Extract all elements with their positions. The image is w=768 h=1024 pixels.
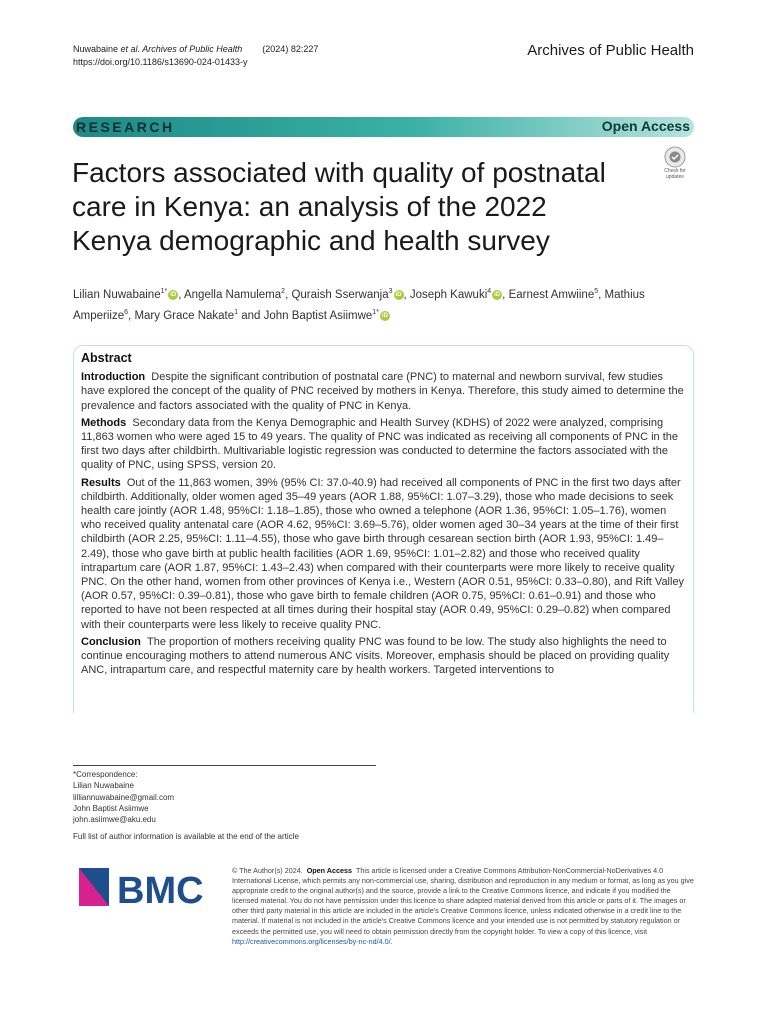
orcid-icon[interactable]: iD <box>494 291 501 298</box>
running-header <box>73 43 318 69</box>
abstract <box>81 351 687 680</box>
author-name: Lilian Nuwabaine <box>73 288 161 301</box>
copyright: © The Author(s) 2024. <box>232 866 303 875</box>
license-link[interactable]: http://creativecommons.org/licenses/by-nc-nd/4.0/ <box>232 936 391 946</box>
correspondence-email[interactable]: john.asiimwe@aku.edu <box>73 815 156 825</box>
license-open-access: Open Access <box>306 866 352 875</box>
author-name: Quraish Sserwanja <box>291 288 389 301</box>
section-label: Results <box>81 476 121 489</box>
check-updates-icon <box>658 146 692 168</box>
author-name: Mathius Amperiize <box>73 288 645 322</box>
author-separator: , <box>178 288 184 301</box>
author-affiliation: 5 <box>594 288 599 295</box>
author-name: Earnest Amwiine <box>508 288 595 301</box>
license-end: . <box>390 936 393 946</box>
author-name: Joseph Kawuki <box>409 288 488 301</box>
orcid-icon[interactable]: iD <box>170 291 177 298</box>
author-affiliation: 6 <box>124 308 129 316</box>
bmc-logo-icon <box>77 865 217 909</box>
article-title: Factors associated with quality of postnatal care in Kenya: an analysis of the 2022 Kenya demographic and health survey <box>72 157 606 256</box>
section-text: Secondary data from the Kenya Demographic and Health Survey (KDHS) of 2022 were analyzed, comprising 11,863 women who were aged 15 to 49 years. The quality of PNC was indicated as receiving all components of PNC in the first two days after childbirth. Multivariable logistic regression was conducted to determine the factors associated with the quality of PNC, using SPSS, version 20. <box>81 416 678 472</box>
author-separator: , <box>502 288 509 301</box>
author-list <box>73 283 693 325</box>
open-access-label: Open Access <box>601 118 690 134</box>
correspondence-name: John Baptist Asiimwe <box>73 803 149 813</box>
bmc-logo-text: BMC <box>117 870 204 909</box>
correspondence-name: Lilian Nuwabaine <box>73 781 134 791</box>
license-body: This article is licensed under a Creative Commons Attribution-NonCommercial-NoDerivatives 4.0 International License, which permits any non-commercial use, sharing, distribution and reproduction in any medium or format, as long as you give appropriate credit to the original author(s) and the source, provide a link to the Creative Commons licence, and indicate if you modified the licensed material. You do not have permission under this licence to share adapted material derived from this article or parts of it. The images or other third party material in this article are included in the article's Creative Commons licence, unless indicated otherwise in a credit line to the material. If material is not included in the article's Creative Commons licence and your intended use is not permitted by statutory regulation or exceeds the permitted use, you will need to obtain permission directly from the copyright holder. To view a copy of this licence, visit <box>232 866 694 936</box>
section-label: Methods <box>81 416 127 429</box>
abstract-introduction <box>81 370 687 413</box>
abstract-methods <box>81 416 687 473</box>
citation-author: Nuwabaine <box>73 44 119 54</box>
citation-year: (2024) 82:227 <box>262 44 319 54</box>
author-affiliation: 1* <box>160 288 168 295</box>
author-separator: and <box>238 309 264 322</box>
author-info-note: Full list of author information is available at the end of the article <box>73 832 299 841</box>
correspondence-label: *Correspondence: <box>73 770 138 779</box>
citation-journal: et al. Archives of Public Health <box>120 44 243 54</box>
correspondence-email[interactable]: lilliannuwabaine@gmail.com <box>73 792 175 802</box>
author-separator: , <box>403 288 410 301</box>
journal-name: Archives of Public Health <box>527 42 694 59</box>
article-type-label: RESEARCH <box>76 119 175 135</box>
author-affiliation: 1* <box>372 308 379 316</box>
doi-link[interactable]: https://doi.org/10.1186/s13690-024-01433-y <box>73 57 248 67</box>
author-affiliation: 2 <box>281 288 286 295</box>
author-affiliation: 1 <box>234 308 239 316</box>
author-separator: , <box>128 309 135 322</box>
bmc-logo <box>77 865 217 909</box>
author-name: Angella Namulema <box>183 288 282 301</box>
author-name: Mary Grace Nakate <box>134 309 235 322</box>
license-text <box>232 866 694 947</box>
author-separator: , <box>285 288 292 301</box>
section-label: Introduction <box>81 371 146 384</box>
author-name: John Baptist Asiimwe <box>263 309 373 322</box>
check-updates-text: Check for updates <box>664 168 686 180</box>
section-label: Conclusion <box>81 635 141 648</box>
section-text: Despite the significant contribution of postnatal care (PNC) to maternal and newborn survival, few studies have explored the concept of the quality of PNC received by mothers in Kenya. Therefore, this study aimed to determine the prevalence and factors associated with the quality of PNC in Kenya. <box>81 371 684 412</box>
author-affiliation: 4 <box>487 288 492 295</box>
abstract-conclusion <box>81 635 687 678</box>
abstract-heading: Abstract <box>81 351 132 365</box>
orcid-icon[interactable]: iD <box>381 312 388 319</box>
footnote-divider <box>73 765 376 766</box>
correspondence-block <box>73 769 174 825</box>
author-separator: , <box>598 288 605 301</box>
section-text: Out of the 11,863 women, 39% (95% CI: 37.0-40.9) had received all components of PNC in the first two days after childbirth. Additionally, older women aged 35–49 years (AOR 1.88, 95%CI: 1.07–3.29), those who made decisions to seek health care jointly (AOR 1.48, 95%CI: 1.18–1.85), those who owned a telephone (AOR 1.36, 95%CI: 1.05–1.76), women who received quality antenatal care (AOR 4.62, 95%CI: 3.69–5.76), older women aged 30–34 years at the time of their first childbirth (AOR 2.25, 95%CI: 1.11–4.55), those who gave birth through cesarean section birth (AOR 1.93, 95%CI: 1.49–2.49), those who gave birth at public health facilities (AOR 1.69, 95%CI: 1.01–2.82) and those who received quality intrapartum care (AOR 1.87, 95%CI: 1.43–2.43) when compared with their counterparts were more likely to receive quality PNC. On the other hand, women from other provinces of Kenya i.e., Western (AOR 0.51, 95%CI: 0.33–0.80), and Rift Valley (AOR 0.57, 95%CI: 0.39–0.81), those who gave birth to female children (AOR 0.75, 95%CI: 0.61–0.91) and those who reported to have not been respected at all times during their hospital stay (AOR 0.49, 95%CI: 0.29–0.82) when compared with their counterparts were less likely to receive quality PNC. <box>81 476 685 631</box>
abstract-results <box>81 476 687 632</box>
check-for-updates-badge[interactable] <box>658 146 692 182</box>
author-affiliation: 3 <box>388 288 393 295</box>
article-type-band <box>73 117 694 137</box>
section-text: The proportion of mothers receiving quality PNC was found to be low. The study also highlights the need to continue encouraging mothers to attend numerous ANC visits. Moreover, emphasis should be placed on providing quality ANC, intrapartum care, and respectful maternity care by health workers. Targeted interventions to <box>81 635 670 677</box>
orcid-icon[interactable]: iD <box>395 291 402 298</box>
